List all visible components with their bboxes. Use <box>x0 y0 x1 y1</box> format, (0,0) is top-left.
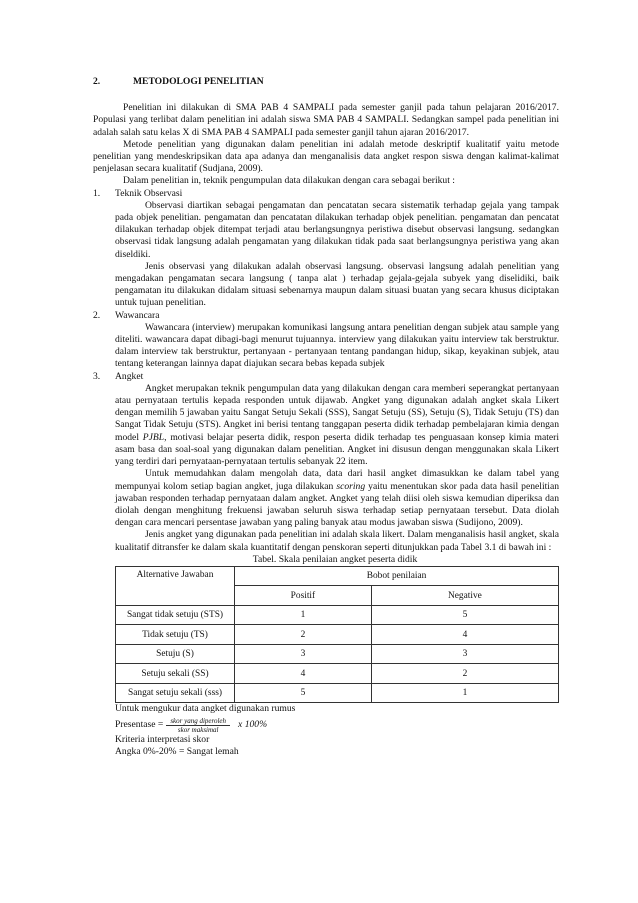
list-item-title: Teknik Observasi <box>115 187 183 199</box>
formula-intro: Untuk mengukur data angket digunakan rumus <box>115 703 296 715</box>
row-negative: 2 <box>371 664 558 684</box>
header-negative: Negative <box>371 586 558 606</box>
formula-denominator: skor maksimal <box>177 725 219 734</box>
row-negative: 4 <box>371 625 558 645</box>
observasi-body <box>115 200 559 310</box>
angket-body <box>115 383 559 554</box>
table-row <box>116 625 559 645</box>
rating-scale-table <box>115 566 559 704</box>
percentage-formula <box>115 717 559 734</box>
table-row <box>116 605 559 625</box>
header-positive: Positif <box>235 586 372 606</box>
angket-paragraph-3: Jenis angket yang digunakan pada penelitian ini adalah skala likert. Dalam menganalisis hasil angket, skala kualitatif ditransfer ke dalam skala kuantitatif dengan penskoran seperti ditunjukkan pada Tabel 3.1 di bawah ini : <box>115 529 559 553</box>
section-heading <box>93 76 559 88</box>
formula-numerator: skor yang diperoleh <box>166 717 230 726</box>
list-item-number: 3. <box>93 370 101 382</box>
section-number: 2. <box>93 76 101 87</box>
formula-label: Presentase = <box>115 719 164 731</box>
observasi-paragraph-1: Observasi diartikan sebagai pengamatan dan pencatatan secara sistematik terhadap gejala yang tampak pada objek penelitian. pengamatan dan pencatatan dilakukan terhadap objek penelitian. pengamatan dan pencatat dilakukan terhadap objek ditempat terjadi atau berlangsungnya peristiwa disebut observasi langsung. sedangkan observasi tidak langsung adalah pengamatan yang dilakukan tidak pada saat berlangsungnya peristiwa yang akan diseldiki. <box>115 199 559 260</box>
row-positive: 2 <box>235 625 372 645</box>
row-positive: 5 <box>235 683 372 703</box>
row-positive: 4 <box>235 664 372 684</box>
row-positive: 1 <box>235 605 372 625</box>
list-item-title: Wawancara <box>115 309 160 321</box>
row-label: Setuju (S) <box>116 644 235 664</box>
page-content <box>93 76 559 758</box>
list-item-number: 2. <box>93 309 101 321</box>
angket-paragraph-2: Untuk memudahkan dalam mengolah data, data dari hasil angket dimasukkan ke dalam tabel yang mempunyai kolom setiap bagian angket, juga dilakukan scoring yaitu menentukan skor pada data hasil penelitian jawaban responden terhadap pernyataan dalam angket. Angket yang telah diisi oleh siswa kemudian diperiksa dan diolah dengan menghitung frekuensi jawaban seluruh siswa terhadap setiap pernyataan tersebut. Data diolah dengan cara mencari persentase jawaban yang paling banyak atau modus jawaban siswa (Sudijono, 2009). <box>115 468 560 529</box>
section-title: METODOLOGI PENELITIAN <box>133 76 264 87</box>
formula-fraction <box>166 717 230 734</box>
row-label: Sangat tidak setuju (STS) <box>116 605 235 625</box>
table-header-row <box>116 566 559 586</box>
observasi-paragraph-2: Jenis observasi yang dilakukan adalah observasi langsung. observasi langsung adalah penelitian yang mengadakan pengamatan secara langsung ( tanpa alat ) terhadap gejala-gejala subyek yang diselidiki, baik pengamatan itu dilakukan didalam situasi sebenarnya maupun dalam situasi buatan yang secara khusus diciptakan untuk tujuan penelitian. <box>115 260 559 309</box>
row-negative: 3 <box>371 644 558 664</box>
header-bobot: Bobot penilaian <box>235 566 559 586</box>
row-label: Tidak setuju (TS) <box>116 625 235 645</box>
row-negative: 1 <box>371 683 558 703</box>
method-paragraph: Metode penelitian yang digunakan dalam penelitian ini adalah metode deskriptif kualitatif yaitu metode penelitian yang mendeskripsikan data apa adanya dan menganalisis data angket respon siswa dengan kalimat-kalimat penjelasan secara kualitatif (Sudjana, 2009). <box>93 138 559 175</box>
wawancara-body <box>115 322 559 371</box>
angket-paragraph-1: Angket merupakan teknik pengumpulan data yang dilakukan dengan cara memberi seperangkat pertanyaan atau pernyataan tertulis kepada responden untuk dijawab. Angket yang digunakan adalah angket skala Likert dengan memilih 5 jawaban yaitu Sangat Setuju Sekali (SSS), Sangat Setuju (SS), Setuju (S), Tidak Setuju (TS) dan Sangat Tidak Setuju (STS). Angket ini berisi tentang tanggapan peserta didik terhadap pembelajaran kimia dengan model PJBL, motivasi belajar peserta didik, respon peserta didik terhadap tes penguasaan konsep kimia materi asam basa dan soal-soal yang digunakan dalam penelitian. Angket ini disusun dengan menggunakan skala Likert yang terdiri dari pernyataan-pernyataan tertulis sebanyak 22 item. <box>115 382 559 468</box>
criteria-heading: Kriteria interpretasi skor <box>115 733 210 745</box>
formula-multiplier: x 100% <box>238 719 268 731</box>
list-item-observasi <box>93 188 559 200</box>
criteria-first: Angka 0%-20% = Sangat lemah <box>115 745 239 757</box>
italic-term: scoring <box>336 480 366 492</box>
list-item-wawancara <box>93 310 559 322</box>
table-caption: Tabel. Skala penilaian angket peserta didik <box>252 553 418 565</box>
list-item-angket <box>93 371 559 383</box>
technique-intro: Dalam penelitian in, teknik pengumpulan data dilakukan dengan cara sebagai berikut : <box>123 175 455 187</box>
list-item-title: Angket <box>115 370 144 382</box>
row-label: Sangat setuju sekali (sss) <box>116 683 235 703</box>
intro-paragraph: Penelitian ini dilakukan di SMA PAB 4 SAMPALI pada semester ganjil pada tahun pelajaran 2016/2017. Populasi yang terlibat dalam penelitian ini adalah siswa SMA PAB 4 SAMPALI. Sedangkan sampel pada penelitian ini adalah salah satu kelas X di SMA PAB 4 SAMPALI pada semester ganjil tahun ajaran 2016/2017. <box>93 102 559 138</box>
table-row <box>116 664 559 684</box>
row-positive: 3 <box>235 644 372 664</box>
row-negative: 5 <box>371 605 558 625</box>
table-row <box>116 683 559 703</box>
list-item-number: 1. <box>93 187 101 199</box>
row-label: Setuju sekali (SS) <box>116 664 235 684</box>
header-alternative: Alternative Jawaban <box>116 566 235 605</box>
wawancara-paragraph-1: Wawancara (interview) merupakan komunikasi langsung antara penelitian dengan subjek atau sample yang diteliti. wawancara dapat dibagi-bagi menurut tujuannya. interview yang dilakukan yaitu interview tak berstruktur. dalam interview tak berstruktur, pertanyaan - pertanyaan tentang pandangan hidup, sikap, keyakinan subjek, atau tentang keterangan lainnya dapat diajukan secara bebas kepada subjek <box>115 321 559 370</box>
table-row <box>116 644 559 664</box>
italic-term: PJBL <box>142 431 165 443</box>
